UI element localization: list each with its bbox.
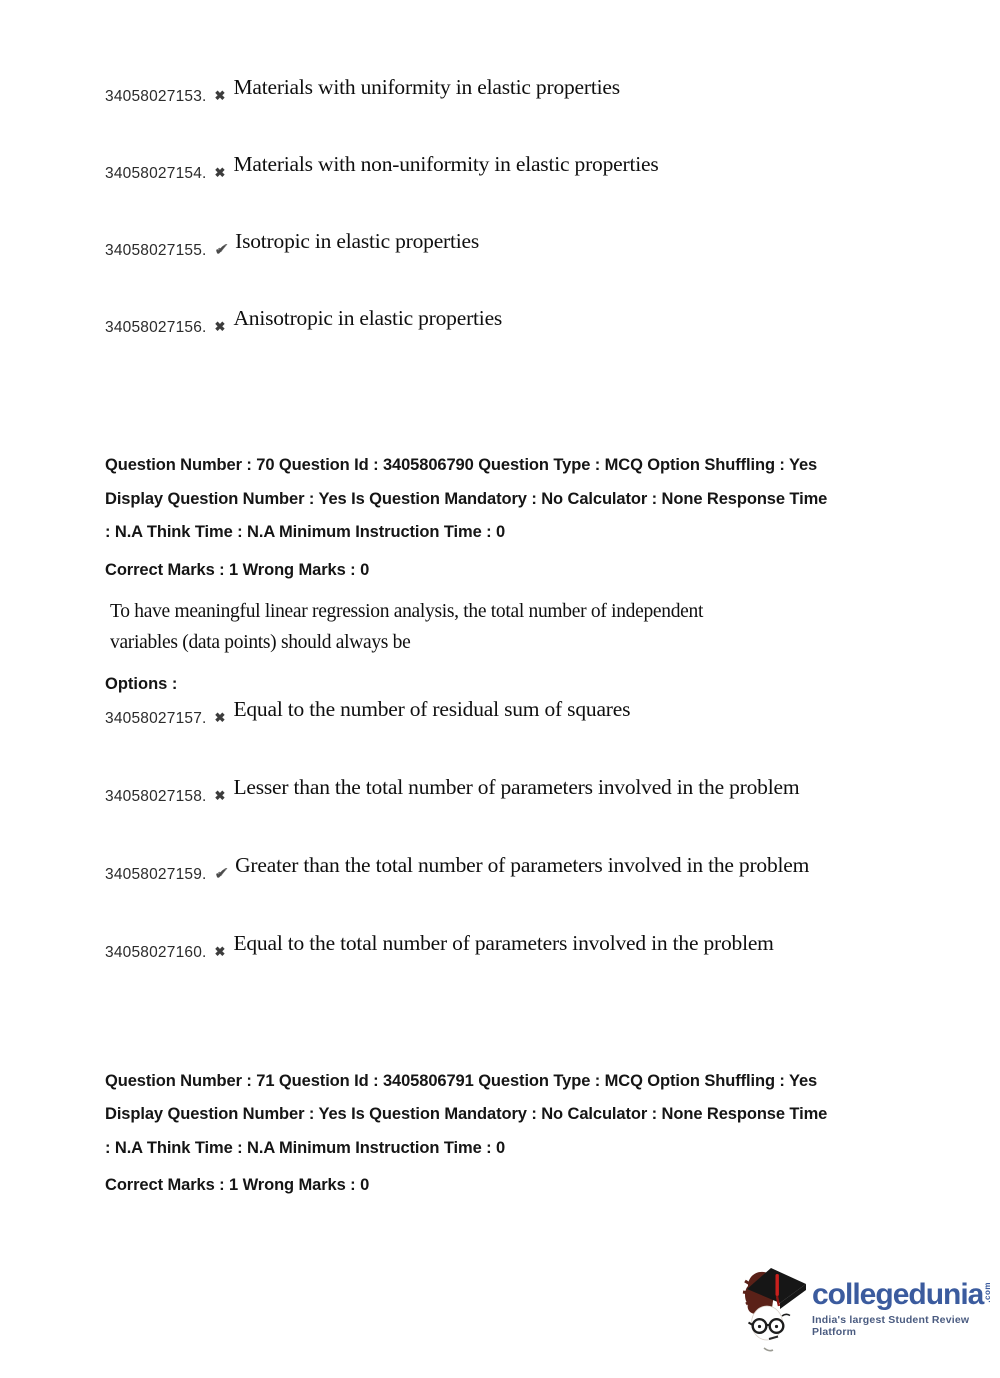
option-text: Greater than the total number of parameters involved in the problem — [235, 852, 810, 877]
metadata-line: Display Question Number : Yes Is Question Mandatory : No Calculator : None Response Time — [105, 1105, 828, 1123]
option-row — [105, 930, 940, 963]
option-row — [105, 152, 940, 184]
option-row — [105, 75, 940, 107]
option-text: Equal to the number of residual sum of squares — [233, 696, 631, 721]
option-id: 34058027158. — [105, 787, 207, 805]
collegedunia-logo — [742, 1266, 994, 1352]
options-list-top — [105, 75, 940, 338]
correct-answer-icon: ✔ — [214, 242, 228, 259]
question-71-metadata — [105, 1065, 940, 1198]
option-id: 34058027160. — [105, 943, 207, 961]
option-id: 34058027153. — [105, 88, 207, 105]
option-text: Isotropic in elastic properties — [235, 229, 480, 253]
option-row — [105, 852, 940, 885]
option-text: Materials with uniformity in elastic properties — [233, 75, 620, 99]
option-text: Lesser than the total number of parameters involved in the problem — [233, 774, 800, 799]
metadata-line: Display Question Number : Yes Is Question Mandatory : No Calculator : None Response Time — [105, 489, 828, 508]
option-row — [105, 696, 940, 729]
metadata-line: : N.A Think Time : N.A Minimum Instruction Time : 0 — [105, 1138, 506, 1157]
option-id: 34058027155. — [105, 242, 207, 259]
question-70-metadata — [105, 449, 940, 582]
option-row — [105, 774, 940, 807]
incorrect-answer-icon: ✖ — [214, 88, 226, 103]
question-text-line: To have meaningful linear regression analysis, the total number of independent — [110, 600, 704, 622]
option-text: Materials with non-uniformity in elastic properties — [233, 152, 659, 176]
logo-tagline: India's largest Student Review Platform — [812, 1314, 970, 1338]
question-70-text — [105, 596, 940, 659]
option-id: 34058027157. — [105, 709, 207, 727]
incorrect-answer-icon: ✖ — [214, 943, 226, 959]
collegedunia-mascot-icon — [742, 1266, 808, 1352]
metadata-line: : N.A Think Time : N.A Minimum Instruction Time : 0 — [105, 523, 506, 541]
option-text: Equal to the total number of parameters involved in the problem — [233, 930, 774, 955]
metadata-line: Question Number : 70 Question Id : 3405806790 Question Type : MCQ Option Shuffling : Yes — [105, 456, 818, 474]
logo-brand-text: collegedunia — [812, 1278, 984, 1311]
options-list-q70 — [105, 696, 940, 963]
incorrect-answer-icon: ✖ — [214, 787, 226, 803]
logo-text-column — [812, 1280, 994, 1338]
option-row — [105, 306, 940, 338]
marks-line: Correct Marks : 1 Wrong Marks : 0 — [105, 560, 370, 579]
incorrect-answer-icon: ✖ — [214, 165, 226, 180]
metadata-line: Question Number : 71 Question Id : 3405806791 Question Type : MCQ Option Shuffling : Yes — [105, 1071, 818, 1090]
incorrect-answer-icon: ✖ — [214, 709, 226, 725]
correct-answer-icon: ✔ — [214, 865, 228, 883]
option-id: 34058027156. — [105, 319, 207, 336]
option-id: 34058027159. — [105, 865, 207, 883]
question-text-line: variables (data points) should always be — [110, 632, 411, 653]
logo-tld-text: .com — [983, 1282, 993, 1303]
option-text: Anisotropic in elastic properties — [233, 306, 503, 330]
option-id: 34058027154. — [105, 165, 207, 182]
incorrect-answer-icon: ✖ — [214, 319, 226, 334]
marks-line: Correct Marks : 1 Wrong Marks : 0 — [105, 1176, 370, 1194]
options-label: Options : — [105, 674, 178, 693]
option-row — [105, 229, 940, 261]
